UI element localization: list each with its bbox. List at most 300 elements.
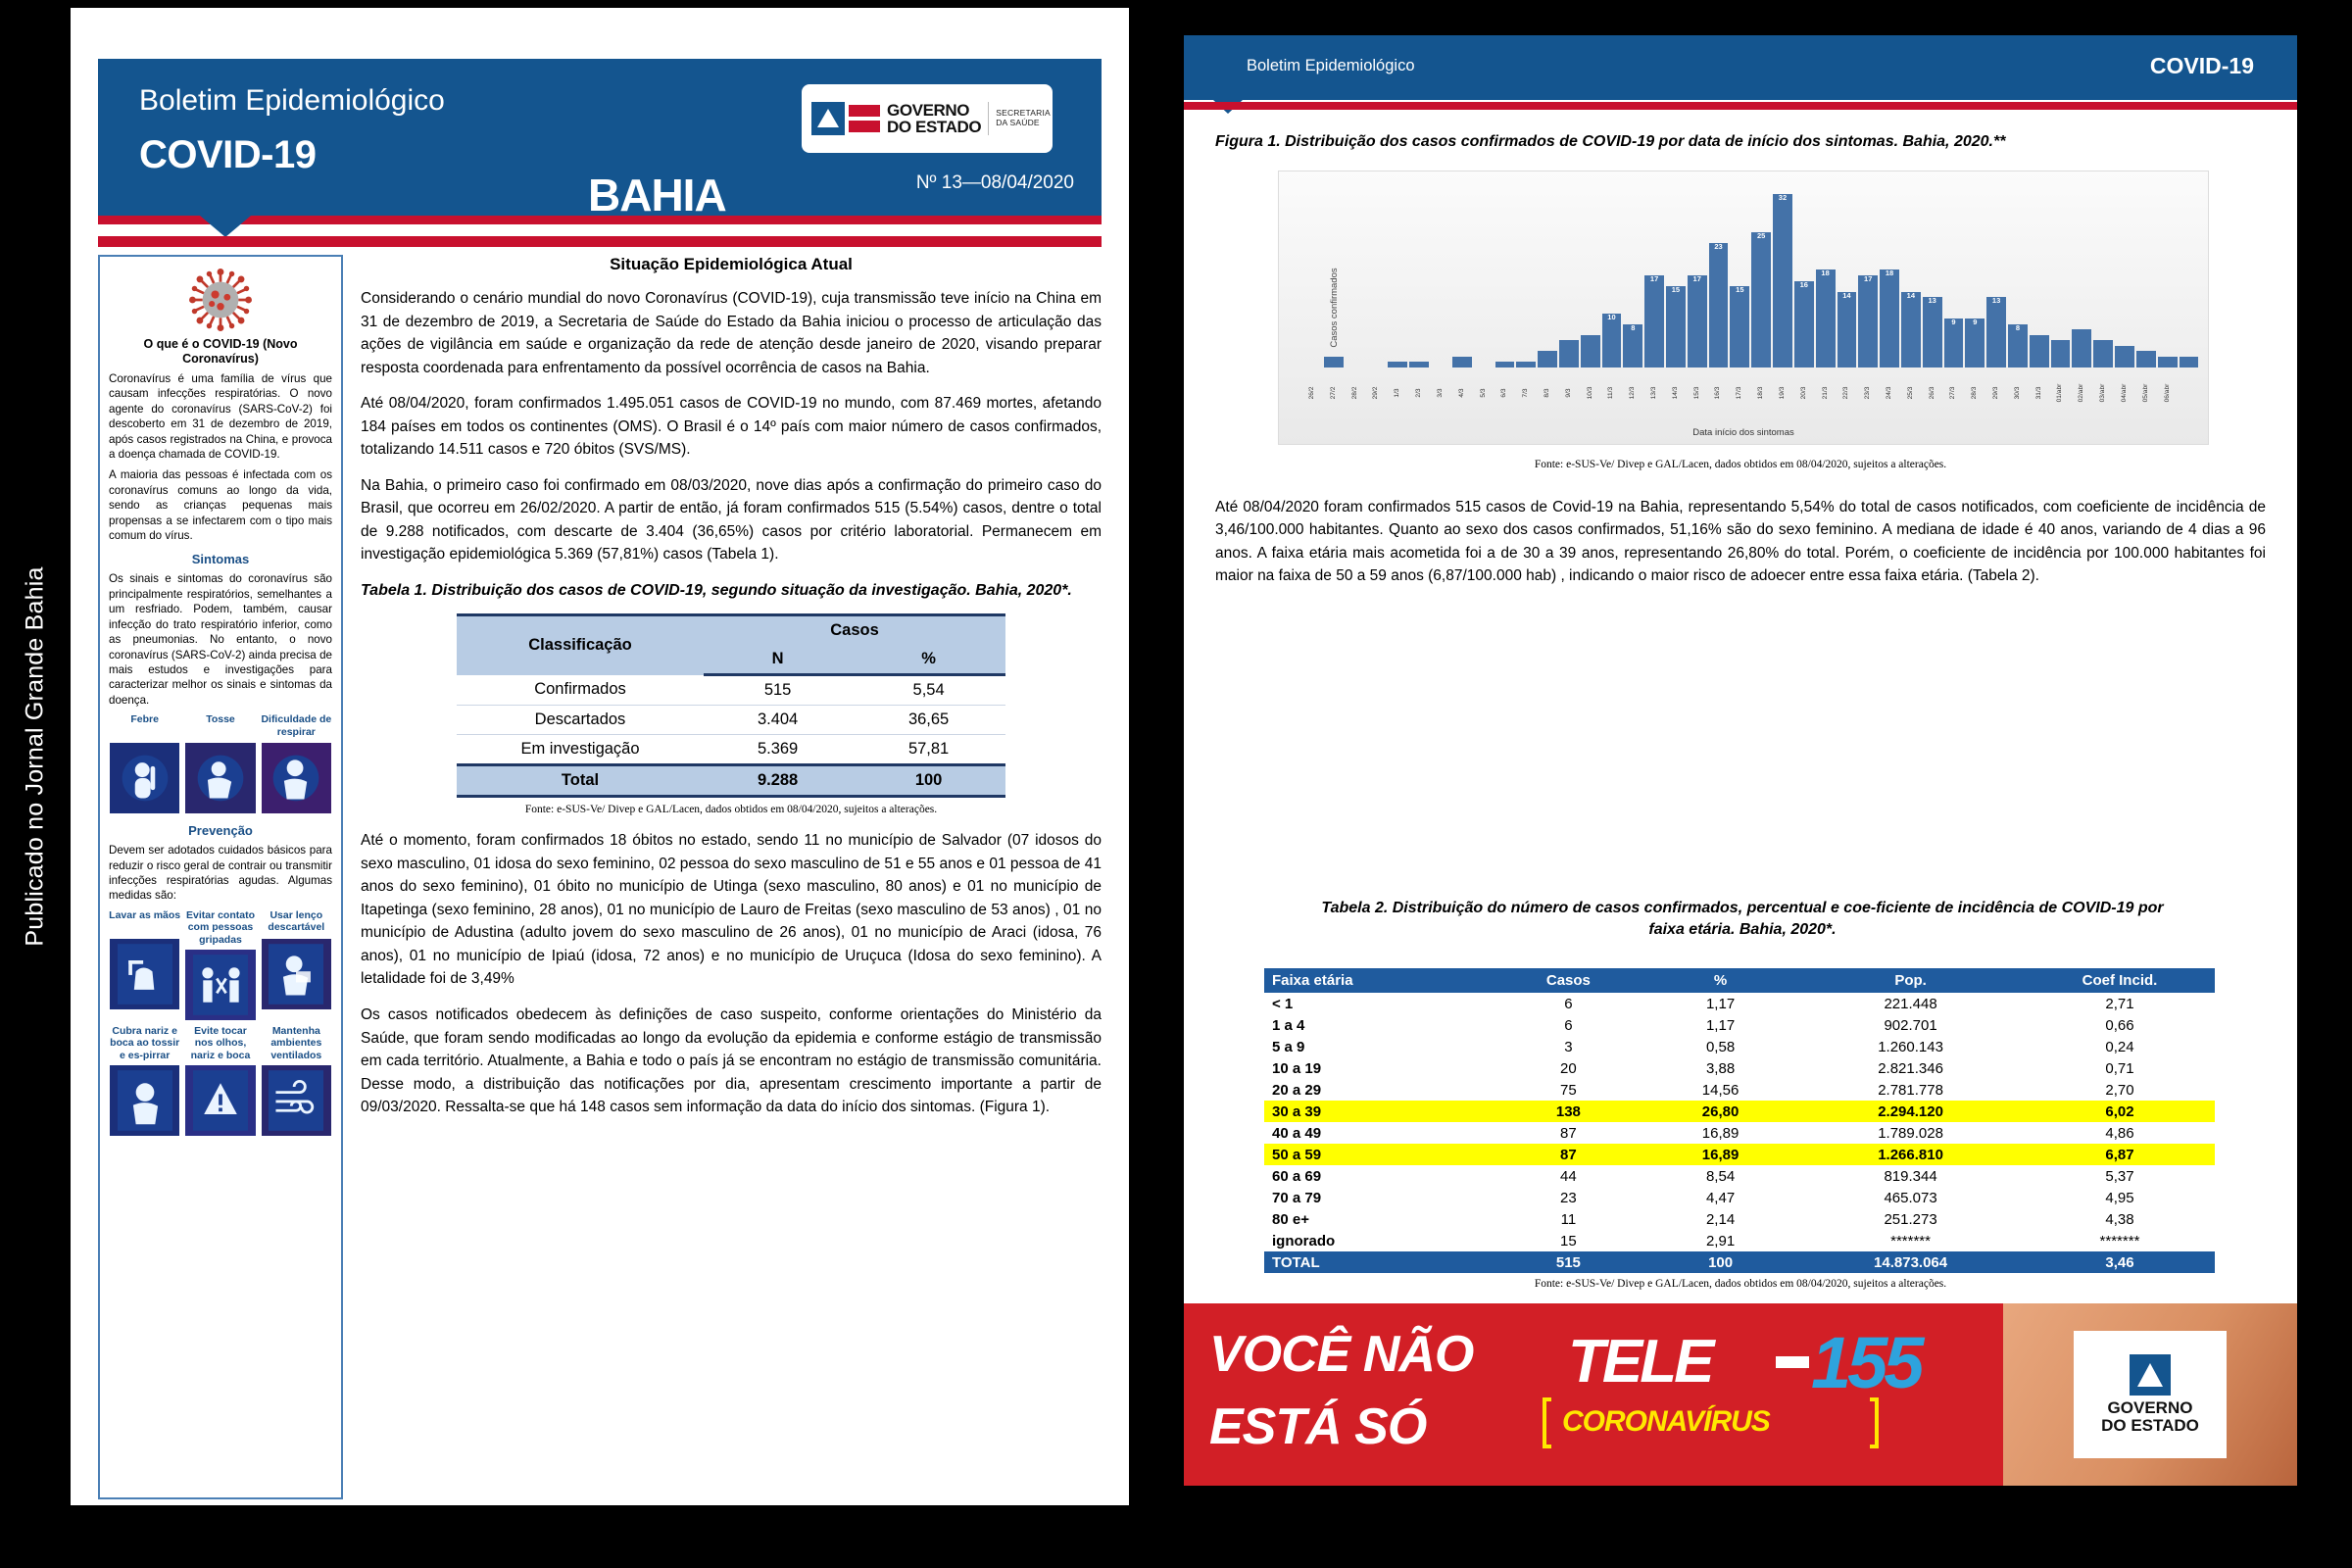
chart-x-tick: 12/3 <box>1629 386 1637 400</box>
chart-bar-value: 13 <box>1928 296 1936 306</box>
body-paragraph-1: Considerando o cenário mundial do novo Coronavírus (COVID-19), cuja transmissão teve início na China em 31 de dezembro de 2019, a Secretaria de Saúde do Estado da Bahia iniciou o processo de articulação das ações de vigilância em saúde e organização da rede de atenção desde janeiro de 2020, visando preparar resposta coordenada para enfrentamento da possível ocorrência de casos na Bahia. <box>361 290 1102 376</box>
chart-bar-value: 18 <box>1821 269 1830 278</box>
table2-cell-pct: 1,17 <box>1705 995 1736 1012</box>
chart-x-tick: 7/3 <box>1522 388 1530 398</box>
logo-sec-line2: DA SAÚDE <box>996 118 1040 127</box>
chart-bar-wrap <box>1965 183 1984 368</box>
ad-coronavirus-label: CORONAVÍRUS <box>1562 1405 1770 1438</box>
chart-bar <box>1559 340 1579 368</box>
logo-sec-line1: SECRETARIA <box>996 108 1051 119</box>
chart-bar <box>1751 232 1771 368</box>
chart-x-tick: 25/3 <box>1906 386 1914 400</box>
chart-bar <box>1944 318 1964 368</box>
table2-total-pct: 100 <box>1644 1251 1796 1273</box>
chart-x-tick: 31/3 <box>2034 386 2042 400</box>
prevention-label: Cubra nariz e boca ao tossir e es-pirrar <box>110 1024 180 1061</box>
table2-cell-pop: ******* <box>1890 1232 1931 1250</box>
table2-cell-pct: 8,54 <box>1705 1167 1736 1185</box>
table2-total-pop: 14.873.064 <box>1796 1251 2025 1273</box>
table2-cell-casos: 87 <box>1493 1144 1644 1165</box>
chart-bar <box>2158 357 2178 368</box>
chart-bar <box>1324 357 1344 368</box>
prevention-heading: Prevenção <box>188 823 253 839</box>
chart-x-tick: 15/3 <box>1692 386 1700 400</box>
chart-bar-wrap <box>1324 183 1344 368</box>
table1-row-label: Confirmados <box>534 680 626 699</box>
ad-phone-number: 155 <box>1811 1322 1921 1403</box>
chart-x-tick: 8/3 <box>1543 388 1550 398</box>
table2-cell-casos: 6 <box>1564 1016 1573 1034</box>
chart-bar-wrap <box>1581 183 1600 368</box>
chart-bar <box>1986 297 2006 368</box>
table2-cell-faixa: 80 e+ <box>1272 1210 1309 1228</box>
table2-col-casos: Casos <box>1493 968 1644 993</box>
body-paragraph-2: Até 08/04/2020, foram confirmados 1.495.051 casos de COVID-19 no mundo, com 87.469 mortes, afetando 184 países em todos os continentes (OMS). O Brasil é o 14º país com maior número de casos confirmados, totalizando 14.511 casos e 720 óbitos (SVS/MS). <box>361 395 1102 459</box>
chart-bar-wrap <box>1986 183 2006 368</box>
table2-cell-coef: 0,71 <box>2105 1059 2134 1077</box>
chart-bar-wrap <box>2093 183 2113 368</box>
chart-y-axis-label: Casos confirmados <box>1329 268 1341 348</box>
left-page <box>71 8 1129 1505</box>
table2-cell-faixa: 40 a 49 <box>1272 1124 1322 1142</box>
table-1 <box>457 613 1005 798</box>
table2-cell-faixa: ignorado <box>1272 1232 1336 1250</box>
table2-cell-pct: 26,80 <box>1644 1101 1796 1122</box>
table2-cell-pct: 3,88 <box>1705 1059 1736 1077</box>
chart-x-tick-labels <box>1307 368 2198 418</box>
ad-line-1: VOCÊ NÃO <box>1209 1326 1474 1383</box>
bahia-flag-icon <box>2130 1354 2171 1396</box>
table2-cell-faixa: < 1 <box>1272 995 1294 1012</box>
fever-icon <box>109 742 180 814</box>
info-box-paragraph-4: Devem ser adotados cuidados básicos para reduzir o risco geral de contrair ou transmitir infecções respiratórias agudas. Algumas medidas são: <box>109 844 332 903</box>
tissue-icon <box>261 938 332 1010</box>
table2-cell-coef: 5,37 <box>2105 1167 2134 1185</box>
ad-tele-label: TELE <box>1568 1328 1712 1396</box>
symptom-label: Tosse <box>206 713 235 726</box>
prevention-label: Mantenha ambientes ventilados <box>270 1024 322 1061</box>
table-row <box>1264 1036 2215 1057</box>
prevention-item <box>261 909 332 1021</box>
table2-cell-faixa: 5 a 9 <box>1272 1038 1305 1055</box>
chart-x-tick: 06/abr <box>2163 383 2171 403</box>
logo-secretary-text <box>996 109 1051 128</box>
header-red-rule-2 <box>98 236 1102 247</box>
chart-x-tick: 30/3 <box>2013 386 2021 400</box>
chart-bar <box>1858 275 1878 368</box>
chart-bar-wrap <box>1474 183 1494 368</box>
chart-bar <box>2051 340 2071 368</box>
chart-bar-wrap <box>1688 183 1707 368</box>
table2-cell-pop: 2.294.120 <box>1796 1101 2025 1122</box>
breathing-difficulty-icon <box>261 742 332 814</box>
ad-government-logo <box>2074 1331 2227 1458</box>
chart-bar-wrap <box>1944 183 1964 368</box>
table1-row-label: Descartados <box>534 710 626 729</box>
chart-x-tick: 6/3 <box>1500 388 1508 398</box>
cough-icon <box>184 742 256 814</box>
chart-bar-wrap <box>1816 183 1836 368</box>
table-row <box>1264 1144 2215 1165</box>
chart-bar-value: 17 <box>1649 274 1659 283</box>
table2-cell-coef: 2,71 <box>2105 995 2134 1012</box>
chart-x-tick: 4/3 <box>1457 388 1465 398</box>
table2-header-row <box>1264 968 2215 993</box>
table1-row-pct: 57,81 <box>907 740 950 759</box>
table2-cell-faixa: 50 a 59 <box>1264 1144 1493 1165</box>
table2-cell-casos: 3 <box>1564 1038 1573 1055</box>
left-page-header <box>98 59 1102 220</box>
chart-x-tick: 27/3 <box>1949 386 1957 400</box>
table-row <box>1264 1079 2215 1101</box>
ventilate-icon <box>261 1064 332 1137</box>
chart-bar <box>1709 243 1729 368</box>
chart-x-tick: 04/abr <box>2120 383 2128 403</box>
table2-source: Fonte: e-SUS-Ve/ Divep e GAL/Lacen, dados obtidos em 08/04/2020, sujeitos a alterações. <box>1534 1278 1947 1290</box>
chart-bar-wrap <box>1901 183 1921 368</box>
chart-bar-wrap <box>2030 183 2049 368</box>
chart-bar-value: 18 <box>1885 269 1894 278</box>
chart-bar <box>2008 324 2028 368</box>
table-row <box>1264 1187 2215 1208</box>
chart-bar <box>1452 357 1472 368</box>
table2-total-row <box>1264 1251 2215 1273</box>
prevention-label: Evite tocar nos olhos, nariz e boca <box>190 1024 251 1061</box>
table2-cell-coef: 0,66 <box>2105 1016 2134 1034</box>
main-column <box>361 255 1102 1499</box>
table-row <box>1264 1014 2215 1036</box>
table2-col-pct: % <box>1644 968 1796 993</box>
chart-bar-value: 14 <box>1906 290 1916 300</box>
chart-bar <box>2180 357 2199 368</box>
chart-bar-value: 17 <box>1692 274 1701 283</box>
chart-x-tick: 27/2 <box>1329 386 1337 400</box>
table1-source: Fonte: e-SUS-Ve/ Divep e GAL/Lacen, dados obtidos em 08/04/2020, sujeitos a alterações. <box>524 804 938 816</box>
chart-x-tick: 22/3 <box>1842 386 1850 400</box>
covid-label: COVID-19 <box>139 133 317 176</box>
table2-col-pop: Pop. <box>1796 968 2025 993</box>
prevention-item <box>109 909 180 1021</box>
table2-cell-pop: 465.073 <box>1884 1189 1937 1206</box>
chart-x-tick: 10/3 <box>1586 386 1593 400</box>
chart-bar-value: 13 <box>1991 296 2001 306</box>
table2-cell-faixa: 70 a 79 <box>1272 1189 1322 1206</box>
table1-row-label: Em investigação <box>520 740 640 759</box>
right-page <box>1184 35 2297 1486</box>
coronavirus-icon <box>187 267 254 333</box>
chart-x-tick: 26/2 <box>1307 386 1315 400</box>
header-red-rule <box>1184 102 2297 110</box>
bahia-flag-icon <box>811 102 845 135</box>
table2-total-faixa: TOTAL <box>1264 1251 1493 1273</box>
table1-caption: Tabela 1. Distribuição dos casos de COVID-19, segundo situação da investigação. Bahia, 2020*. <box>361 582 1072 600</box>
table2-cell-pct: 2,14 <box>1705 1210 1736 1228</box>
table2-cell-coef: 4,38 <box>2105 1210 2134 1228</box>
table2-cell-coef: 4,95 <box>2105 1189 2134 1206</box>
table-2 <box>1264 968 2215 1273</box>
ad-line-2: ESTÁ SÓ <box>1209 1398 1427 1455</box>
table2-cell-pop: 902.701 <box>1884 1016 1937 1034</box>
government-logo <box>802 84 1053 153</box>
prevention-icon-row-2 <box>109 1025 332 1137</box>
table2-cell-coef: 4,86 <box>2105 1124 2134 1142</box>
table2-col-faixa: Faixa etária <box>1264 968 1493 993</box>
figure-1-source: Fonte: e-SUS-Ve/ Divep e GAL/Lacen, dados obtidos em 08/04/2020, sujeitos a alterações. <box>1534 459 1947 470</box>
chart-x-tick: 05/abr <box>2141 383 2149 403</box>
state-label: BAHIA <box>588 170 726 220</box>
chart-x-tick: 5/3 <box>1479 388 1487 398</box>
cover-mouth-icon <box>109 1064 180 1137</box>
table2-cell-faixa: 60 a 69 <box>1272 1167 1322 1185</box>
table2-cell-pct: 14,56 <box>1701 1081 1740 1099</box>
table-row <box>457 675 1005 706</box>
chart-bar-wrap <box>1431 183 1450 368</box>
table2-cell-pct: 1,17 <box>1705 1016 1736 1034</box>
chart-bar <box>1794 281 1814 368</box>
ad-gov-text <box>2101 1399 2199 1435</box>
table2-cell-pop: 1.260.143 <box>1878 1038 1943 1055</box>
avoid-contact-icon <box>184 949 256 1021</box>
table2-cell-pop: 2.821.346 <box>1878 1059 1943 1077</box>
chart-bar <box>1623 324 1642 368</box>
bulletin-label: Boletim Epidemiológico <box>1247 57 1415 74</box>
info-box-heading: O que é o COVID-19 (Novo Coronavírus) <box>143 337 298 366</box>
chart-x-tick: 1/3 <box>1394 388 1401 398</box>
chart-bar <box>1965 318 1984 368</box>
chart-bar-wrap <box>2051 183 2071 368</box>
chart-x-tick: 13/3 <box>1649 386 1657 400</box>
header-notch <box>200 216 251 237</box>
chart-bar-wrap <box>1367 183 1387 368</box>
table1-total-row <box>457 765 1005 797</box>
chart-bar <box>1880 270 1899 368</box>
table2-total-coef: 3,46 <box>2025 1251 2215 1273</box>
table-row <box>1264 993 2215 1014</box>
chart-x-tick: 19/3 <box>1778 386 1786 400</box>
table1-total-n: 9.288 <box>757 771 799 790</box>
chart-bar-value: 9 <box>1951 318 1956 327</box>
table2-cell-pct: 16,89 <box>1644 1144 1796 1165</box>
table2-cell-faixa: 10 a 19 <box>1272 1059 1322 1077</box>
chart-x-tick: 20/3 <box>1799 386 1807 400</box>
table-row <box>1264 1122 2215 1144</box>
figure-1-chart <box>1278 171 2209 445</box>
table1-row-n: 5.369 <box>757 740 799 759</box>
chart-bar-value: 14 <box>1842 290 1851 300</box>
ad-gov-line2: DO ESTADO <box>2101 1416 2199 1435</box>
body-paragraph-4: Até o momento, foram confirmados 18 óbitos no estado, sendo 11 no município de Salvador (07 idosos do sexo masculino, 01 idosa do sexo feminino, 02 pessoa do sexo masculino de 51 e 55 anos e 01 pessoa de 41 anos do sexo feminino), 01 óbito no município de Utinga (sexo masculino, 80 anos) e 01 no município de Itapetinga (sexo feminino, 28 anos), 01 no município de Lauro de Freitas (sexo masculino de 53 anos) , 01 no município de Adustina (adulto jovem do sexo masculino de 26 anos), 01 no município de Araci (idosa, 76 anos), 01 no município de Ipiaú (idosa, 72 anos) e no município de Uruçuca (Idosa do sexo feminino). A letalidade foi de 3,49% <box>361 832 1102 988</box>
chart-bar <box>1666 286 1686 368</box>
table2-cell-faixa: 30 a 39 <box>1264 1101 1493 1122</box>
section-title: Situação Epidemiológica Atual <box>610 255 853 273</box>
body-paragraph-5: Os casos notificados obedecem às definições de caso suspeito, conforme orientações do Ministério da Saúde, que foram sendo modificadas ao longo da evolução da epidemia e conforme estágio de transmissão em cada território. Atualmente, a Bahia e todo o país já se encontram no estágio de transmissão comunitária. Desse modo, a distribuição das notificações por dia, apresentam crescimento importante a partir de 09/03/2020. Ressalta-se que há 148 casos sem informação da data do início dos sintomas. (Figura 1). <box>361 1006 1102 1116</box>
covid-label: COVID-19 <box>2149 53 2254 78</box>
symptom-icon-row <box>109 713 332 814</box>
chart-bar-wrap <box>1709 183 1729 368</box>
chart-bars <box>1324 183 2198 368</box>
table2-cell-pop: 1.789.028 <box>1878 1124 1943 1142</box>
chart-bar-wrap <box>1751 183 1771 368</box>
table2-cell-casos: 23 <box>1560 1189 1577 1206</box>
chart-bar-wrap <box>1516 183 1536 368</box>
chart-bar-wrap <box>2072 183 2091 368</box>
chart-bar <box>1644 275 1664 368</box>
table2-cell-casos: 75 <box>1560 1081 1577 1099</box>
chart-bar-wrap <box>1559 183 1579 368</box>
chart-bar-wrap <box>1838 183 1857 368</box>
table1-row-n: 515 <box>763 681 792 700</box>
chart-bar-wrap <box>1346 183 1365 368</box>
table-row <box>457 735 1005 765</box>
chart-x-tick: 16/3 <box>1714 386 1722 400</box>
table2-cell-coef: 0,24 <box>2105 1038 2134 1055</box>
info-box-paragraph-1: Coronavírus é uma família de vírus que causam infecções respiratórias. O novo agente do coronavírus (SARS-CoV-2) foi descoberto em 31 de dezembro de 2019, após casos registrados na China, e provoca a doença chamada de COVID-19. <box>109 372 332 462</box>
prevention-label: Evitar contato com pessoas gripadas <box>185 908 255 946</box>
table1-col-pct: % <box>852 645 1005 675</box>
symptoms-heading: Sintomas <box>191 552 250 567</box>
table1-total-label: Total <box>561 771 600 790</box>
table2-cell-coef: ******* <box>2099 1232 2140 1250</box>
table1-group-header: Casos <box>704 615 1005 646</box>
symptom-label: Dificuldade de respirar <box>261 713 332 738</box>
table2-cell-casos: 138 <box>1493 1101 1644 1122</box>
chart-x-tick: 02/abr <box>2078 383 2085 403</box>
chart-x-tick: 29/2 <box>1372 386 1380 400</box>
logo-gov-line1: GOVERNO <box>887 100 970 120</box>
table1-col-n: N <box>704 645 852 675</box>
chart-bar-wrap <box>1623 183 1642 368</box>
chart-x-axis-label: Data início dos sintomas <box>1692 427 1794 438</box>
chart-bar <box>1838 292 1857 368</box>
chart-x-tick: 17/3 <box>1736 386 1743 400</box>
info-box-paragraph-3: Os sinais e sintomas do coronavírus são principalmente respiratórios, semelhantes a um resfriado. Podem, também, causar infecção do trato respiratório inferior, como as pneumonias. No entanto, o novo coronavírus (SARS-CoV-2) ainda precisa de mais estudos e investigações para caracterizar melhor os sinais e sintomas da doença. <box>109 572 332 707</box>
table2-cell-coef: 6,02 <box>2025 1101 2215 1122</box>
table-row <box>1264 1208 2215 1230</box>
table2-cell-casos: 11 <box>1560 1210 1577 1228</box>
table2-total-casos: 515 <box>1493 1251 1644 1273</box>
chart-bar-value: 15 <box>1736 285 1744 295</box>
info-box <box>98 255 343 1499</box>
prevention-item <box>184 1025 256 1137</box>
ad-dash <box>1776 1356 1809 1368</box>
right-page-header <box>1184 35 2297 100</box>
chart-bar-wrap <box>1495 183 1515 368</box>
chart-bar-wrap <box>1880 183 1899 368</box>
chart-x-tick: 03/abr <box>2098 383 2106 403</box>
chart-bar-wrap <box>1602 183 1622 368</box>
body-paragraph-3: Na Bahia, o primeiro caso foi confirmado em 08/03/2020, nove dias após a confirmação do primeiro caso do Brasil, que ocorreu em 26/02/2020. A partir de então, já foram confirmados 515 (5.54%) casos, dentre o total de 9.288 notificados, com descarte de 3.404 (36,65%) casos por critério laboratorial. Permanecem em investigação epidemiológica 5.369 (57,81%) casos (Tabela 1). <box>361 476 1102 564</box>
chart-bar <box>1923 297 1942 368</box>
table1-total-pct: 100 <box>914 771 943 790</box>
chart-bar <box>1773 194 1792 368</box>
symptom-item <box>261 713 332 814</box>
chart-bar-value: 17 <box>1864 274 1873 283</box>
chart-bar-value: 15 <box>1671 285 1681 295</box>
table1-row-n: 3.404 <box>757 710 799 729</box>
figure-1-caption: Figura 1. Distribuição dos casos confirmados de COVID-19 por data de início dos sintomas. Bahia, 2020.** <box>1215 133 2006 150</box>
table2-col-coef: Coef Incid. <box>2025 968 2215 993</box>
chart-bar-wrap <box>2180 183 2199 368</box>
table2-caption: Tabela 2. Distribuição do número de casos confirmados, percentual e coe-ficiente de incidência de COVID-19 por faixa etária. Bahia, 2020*. <box>1321 900 2164 939</box>
table1-col-classificacao: Classificação <box>457 615 704 675</box>
table2-cell-coef: 6,87 <box>2025 1144 2215 1165</box>
table2-cell-coef: 2,70 <box>2105 1081 2134 1099</box>
chart-bar <box>2136 351 2156 368</box>
chart-bar-value: 8 <box>2015 322 2020 332</box>
chart-x-tick: 24/3 <box>1885 386 1892 400</box>
prevention-item <box>261 1025 332 1137</box>
chart-bar <box>2030 335 2049 368</box>
chart-bar-wrap <box>2115 183 2134 368</box>
chart-x-tick: 28/2 <box>1350 386 1358 400</box>
table2-cell-casos: 20 <box>1560 1059 1577 1077</box>
chart-bar <box>1602 314 1622 368</box>
chart-x-tick: 9/3 <box>1564 388 1572 398</box>
symptom-item <box>184 713 256 814</box>
chart-x-tick: 28/3 <box>1971 386 1979 400</box>
table-row <box>1264 1230 2215 1251</box>
logo-gov-line2: DO ESTADO <box>887 118 982 136</box>
chart-bar-wrap <box>2008 183 2028 368</box>
table2-cell-pop: 1.266.810 <box>1796 1144 2025 1165</box>
ad-banner <box>1184 1303 2297 1486</box>
chart-bar-wrap <box>2136 183 2156 368</box>
table2-cell-casos: 44 <box>1560 1167 1577 1185</box>
prevention-item <box>109 1025 180 1137</box>
table2-cell-faixa: 20 a 29 <box>1272 1081 1322 1099</box>
chart-bar <box>1688 275 1707 368</box>
chart-bar-wrap <box>1666 183 1686 368</box>
bulletin-label: Boletim Epidemiológico <box>139 84 445 117</box>
chart-bar <box>1901 292 1921 368</box>
right-paragraph-1: Até 08/04/2020 foram confirmados 515 casos de Covid-19 na Bahia, representando 5,54% do total de casos notificados, com coeficiente de incidência de 3,46/100.000 habitantes. Quanto ao sexo dos casos confirmados, 51,16% são do sexo feminino. A mediana de idade é 40 anos, variando de 4 dias a 96 anos. A faixa etária mais acometida foi a de 30 a 39 anos, representando 26,80% do total. Porém, o coeficiente de incidência por 100.000 habitantes foi maior na faixa de 50 a 59 anos (6,87/100.000 hab) , indicando o maior risco de adoecer entre essa faixa etária. (Tabela 2). <box>1215 499 2266 584</box>
publisher-label: Publicado no Jornal Grande Bahia <box>21 566 49 947</box>
chart-bar-value: 10 <box>1607 312 1616 321</box>
table2-cell-pct: 4,47 <box>1705 1189 1736 1206</box>
avoid-face-touch-icon <box>184 1064 256 1137</box>
chart-x-tick: 11/3 <box>1607 386 1615 400</box>
table-row <box>1264 1101 2215 1122</box>
table-row <box>457 706 1005 735</box>
chart-bar <box>1538 351 1557 368</box>
chart-x-tick: 23/3 <box>1864 386 1872 400</box>
chart-bar-value: 23 <box>1714 241 1723 251</box>
symptom-label: Febre <box>130 713 159 726</box>
logo-government-text <box>887 102 981 136</box>
table2-cell-faixa: 1 a 4 <box>1272 1016 1305 1034</box>
chart-bar-value: 32 <box>1778 193 1788 203</box>
chart-bar-wrap <box>2158 183 2178 368</box>
chart-x-tick: 26/3 <box>1928 386 1936 400</box>
issue-number: Nº 13—08/04/2020 <box>915 172 1074 193</box>
chart-bar-value: 16 <box>1799 279 1808 289</box>
chart-bar-wrap <box>1773 183 1792 368</box>
prevention-label: Lavar as mãos <box>109 908 181 921</box>
table-row <box>1264 1057 2215 1079</box>
chart-bar <box>1581 335 1600 368</box>
chart-x-tick: 29/3 <box>1991 386 1999 400</box>
chart-bar-wrap <box>1644 183 1664 368</box>
chart-bar-wrap <box>1538 183 1557 368</box>
chart-bar-wrap <box>1388 183 1407 368</box>
chart-x-tick: 2/3 <box>1414 388 1422 398</box>
chart-bar-wrap <box>1794 183 1814 368</box>
wash-hands-icon <box>109 938 180 1010</box>
table2-cell-casos: 6 <box>1564 995 1573 1012</box>
chart-bar-wrap <box>1452 183 1472 368</box>
chart-plot-area <box>1324 183 2198 368</box>
chart-bar <box>2072 329 2091 368</box>
